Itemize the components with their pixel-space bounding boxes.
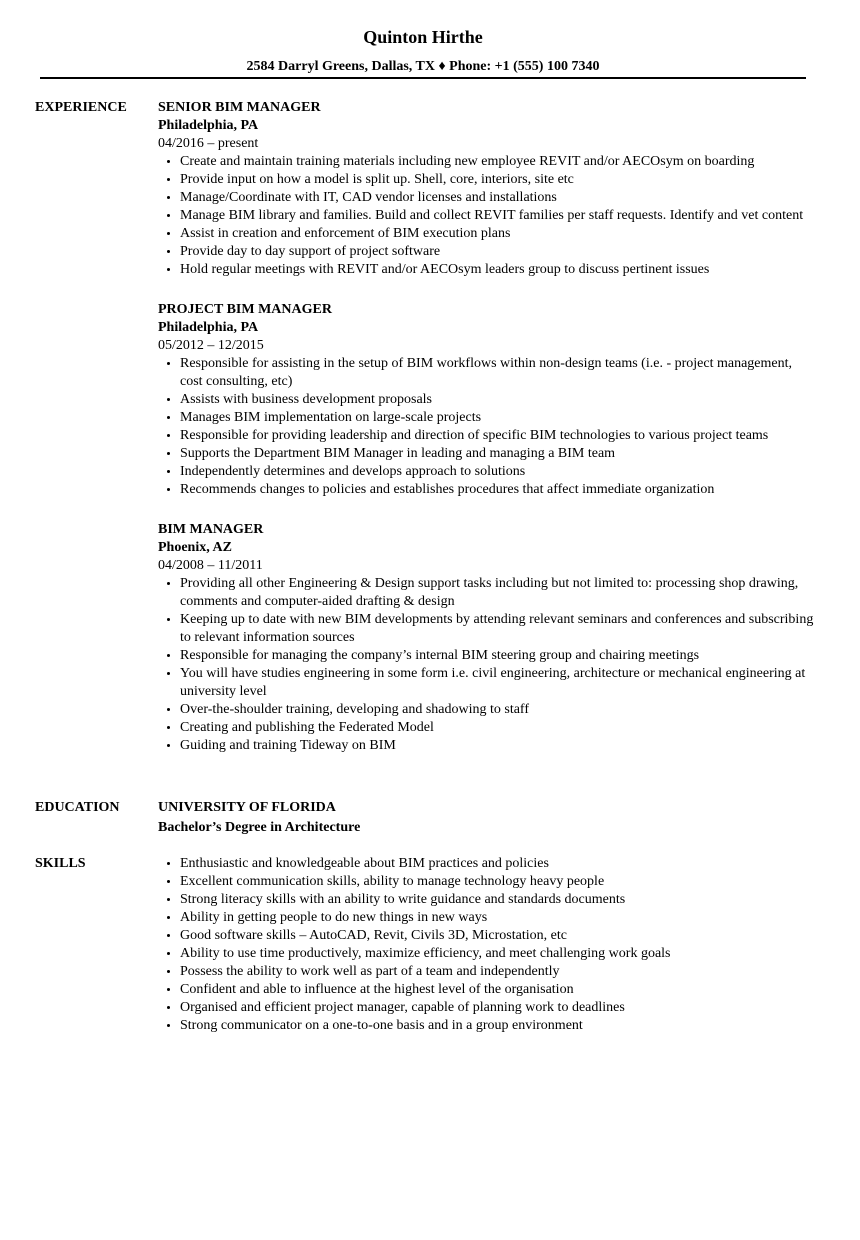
list-item: • Responsible for managing the company’s internal BIM steering group and chairing meetings <box>180 647 818 665</box>
header-divider <box>40 77 806 79</box>
list-item: • Excellent communication skills, ability to manage technology heavy people <box>180 873 818 891</box>
job-dates: 05/2012 – 12/2015 <box>158 338 264 353</box>
job-dates: 04/2008 – 11/2011 <box>158 558 263 573</box>
list-item: • Ability to use time productively, maximize efficiency, and meet challenging work goals <box>180 945 818 963</box>
list-item: • You will have studies engineering in some form i.e. civil engineering, architecture or mechanical engineering at university level <box>180 665 818 701</box>
job-location: Philadelphia, PA <box>158 118 259 133</box>
resume-header <box>40 26 806 76</box>
contact-line: 2584 Darryl Greens, Dallas, TX ♦ Phone: +1 (555) 100 7340 <box>246 59 600 74</box>
job-title: BIM MANAGER <box>158 522 264 537</box>
list-item: • Manages BIM implementation on large-scale projects <box>180 409 818 427</box>
list-item: • Manage/Coordinate with IT, CAD vendor licenses and installations <box>180 189 818 207</box>
list-item: • Possess the ability to work well as part of a team and independently <box>180 963 818 981</box>
list-item: • Hold regular meetings with REVIT and/or AECOsym leaders group to discuss pertinent issues <box>180 261 818 279</box>
list-item: • Recommends changes to policies and establishes procedures that affect immediate organization <box>180 481 818 499</box>
list-item: • Good software skills – AutoCAD, Revit, Civils 3D, Microstation, etc <box>180 927 818 945</box>
skills-list <box>158 855 818 1035</box>
candidate-name: Quinton Hirthe <box>363 27 483 47</box>
job-entry <box>158 99 818 279</box>
experience-list <box>158 99 818 777</box>
list-item: • Keeping up to date with new BIM developments by attending relevant seminars and conferences and subscribing to relevant information sources <box>180 611 818 647</box>
job-title: PROJECT BIM MANAGER <box>158 302 332 317</box>
job-location: Phoenix, AZ <box>158 540 232 555</box>
list-item: • Confident and able to influence at the highest level of the organisation <box>180 981 818 999</box>
section-title-skills: SKILLS <box>35 856 86 871</box>
list-item: • Assists with business development proposals <box>180 391 818 409</box>
list-item: • Supports the Department BIM Manager in leading and managing a BIM team <box>180 445 818 463</box>
list-item: • Independently determines and develops approach to solutions <box>180 463 818 481</box>
job-bullets <box>158 153 818 279</box>
job-location: Philadelphia, PA <box>158 320 259 335</box>
section-title-education: EDUCATION <box>35 800 120 815</box>
list-item: • Responsible for assisting in the setup of BIM workflows within non-design teams (i.e. - project management, cost consulting, etc) <box>180 355 818 391</box>
list-item: • Manage BIM library and families. Build and collect REVIT families per staff requests. Identify and vet content <box>180 207 818 225</box>
section-title-experience: EXPERIENCE <box>35 100 127 115</box>
job-entry <box>158 521 818 755</box>
list-item: • Strong literacy skills with an ability to write guidance and standards documents <box>180 891 818 909</box>
list-item: • Create and maintain training materials including new employee REVIT and/or AECOsym on boarding <box>180 153 818 171</box>
list-item: • Provide day to day support of project software <box>180 243 818 261</box>
job-bullets <box>158 355 818 499</box>
list-item: • Ability in getting people to do new things in new ways <box>180 909 818 927</box>
skills-body <box>158 855 818 1035</box>
list-item: • Providing all other Engineering & Design support tasks including but not limited to: processing shop drawing, comments and computer-aided drafting & design <box>180 575 818 611</box>
list-item: • Provide input on how a model is split up. Shell, core, interiors, site etc <box>180 171 818 189</box>
job-dates: 04/2016 – present <box>158 136 259 151</box>
list-item: • Strong communicator on a one-to-one basis and in a group environment <box>180 1017 818 1035</box>
list-item: • Organised and efficient project manager, capable of planning work to deadlines <box>180 999 818 1017</box>
list-item: • Over-the-shoulder training, developing and shadowing to staff <box>180 701 818 719</box>
list-item: • Guiding and training Tideway on BIM <box>180 737 818 755</box>
list-item: • Enthusiastic and knowledgeable about BIM practices and policies <box>180 855 818 873</box>
list-item: • Assist in creation and enforcement of BIM execution plans <box>180 225 818 243</box>
education-body <box>158 799 818 837</box>
list-item: • Creating and publishing the Federated Model <box>180 719 818 737</box>
list-item: • Responsible for providing leadership and direction of specific BIM technologies to various project teams <box>180 427 818 445</box>
school-name: UNIVERSITY OF FLORIDA <box>158 800 336 815</box>
job-entry <box>158 301 818 499</box>
job-title: SENIOR BIM MANAGER <box>158 100 321 115</box>
job-bullets <box>158 575 818 755</box>
degree: Bachelor’s Degree in Architecture <box>158 820 361 835</box>
